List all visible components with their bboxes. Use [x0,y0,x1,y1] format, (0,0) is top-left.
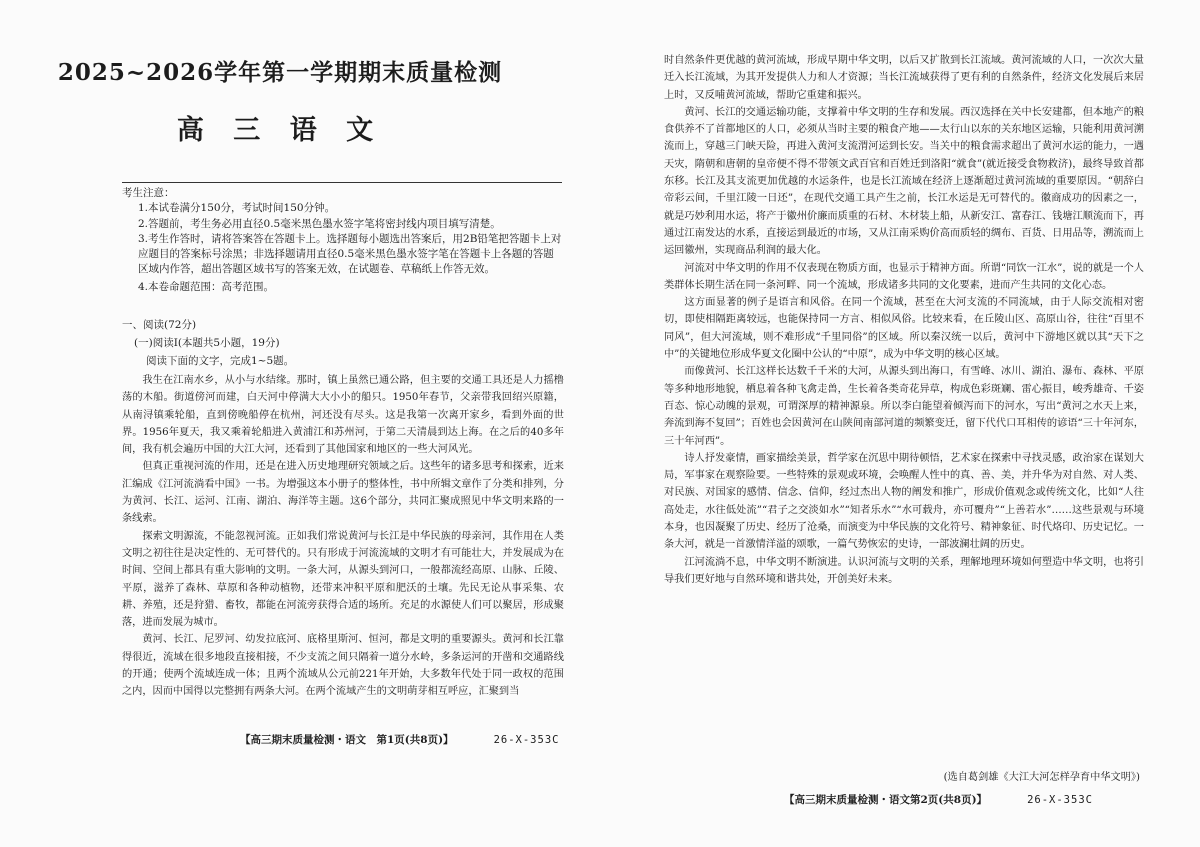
page-footer [784,792,1093,807]
paragraph: 但真正重视河流的作用，还是在进入历史地理研究领域之后。这些年的诸多思考和探索，近来汇编成《江河流淌看中国》一书。为增强这本小册子的整体性，书中所辑文章作了分类和排列，分为黄河、长江、运河、江南、湖泊、海洋等主题。这6个部分，共同汇聚成照见中华文明来路的一条线索。 [122,461,564,525]
notice-item: 2.答题前，考生务必用直径0.5毫米黑色墨水签字笔将密封线内项目填写清楚。 [138,217,501,230]
paragraph: 探索文明源流，不能忽视河流。正如我们常说黄河与长江是中华民族的母亲河，其作用在人类文明之初往往是决定性的、无可替代的。只有形成于河流流域的文明才有可能壮大，并发展成为在时间、空间上都具有重大影响的文明。一条大河，从源头到河口，一般都流经高原、山脉、丘陵、平原，滋养了森林、草原和各种动植物，还带来冲积平原和肥沃的土壤。先民无论从事采集、农耕、养殖，还是狩猎、畜牧，都能在河流旁获得合适的场所。充足的水源使人们可以聚居，形成聚落，进而发展为城市。 [122,530,564,629]
page-2 [600,0,1200,847]
paragraph: 而像黄河、长江这样长达数千千米的大河，从源头到出海口，有雪峰、冰川、湖泊、瀑布、森林、平原等多种地形地貌，栖息着各种飞禽走兽，生长着各类奇花异草，构成色彩斑斓、雷心振目，峻秀雄奇、千姿百态、惊心动魄的景观，可谓深厚的精神源泉。所以李白能望着倾泻而下的河水，写出“黄河之水天上来，奔流到海不复回”；百姓也会因黄河在山陕间南部河道的频繁变迁，留下代代口耳相传的谚语“三十年河东，三十年河西”。 [664,366,1144,447]
notice-item: 4.本卷命题范围：高考范围。 [138,280,275,293]
paper-code: 26-X-353C [1027,794,1093,806]
page-footer [240,732,559,747]
footer-label: 【高三期末质量检测・语文第2页(共8页)】 [784,794,988,806]
notice-item: 1.本试卷满分150分，考试时间150分钟。 [138,202,336,215]
exam-title: 2025~2026学年第一学期期末质量检测 [57,59,503,86]
paragraph: 这方面显著的例子是语言和风俗。在同一个流域，甚至在大河支流的不同流域，由于人际交流相对密切，即使相隔距离较远，也能保持同一方言、相似风俗。比较来看，在丘陵山区、高原山谷，往往“百里不同风”，但大河流域，则不难形成“千里同俗”的区域。所以秦汉统一以后，黄河中下游地区就以其“天下之中”的关键地位形成华夏文化圈中公认的“中原”，成为中华文明的核心区域。 [664,297,1144,361]
subsection-heading: (一)阅读Ⅰ(本题共5小题，19分) [134,337,280,349]
instruction: 阅读下面的文字，完成1~5题。 [146,355,295,367]
notice-heading: 考生注意： [122,187,175,199]
paragraph: 时自然条件更优越的黄河流域，形成早期中华文明，以后又扩散到长江流域。黄河流域的人口，一次次大量迁入长江流域，为其开发提供人力和人才资源；当长江流域获得了更有利的自然条件，经济文化发展后来居上时，又反哺黄河流域，帮助它重建和振兴。 [664,55,1144,101]
header-divider [122,182,562,183]
subject-title: 高 三 语 文 [176,115,384,146]
passage-body-left [122,372,564,701]
candidate-notice [122,186,562,295]
notice-item: 3.考生作答时，请将答案答在答题卡上。选择题每小题选出答案后，用2B铅笔把答题卡上对应题目的答案标号涂黑；非选择题请用直径0.5毫米黑色墨水签字笔在答题卡上各题的答题区域内作答，超出答题区域书写的答案无效，在试题卷、草稿纸上作答无效。 [138,232,562,276]
paper-code: 26-X-353C [493,734,560,746]
paragraph: 黄河、长江、尼罗河、幼发拉底河、底格里斯河、恒河，都是文明的重要源头。黄河和长江靠得很近，流域在很多地段直接相接，不少支流之间只隔着一道分水岭，多条运河的开凿和交通路线的开通；使两个流域连成一体；且两个流域从公元前221年开始，大多数年代处于同一政权的范围之内，因而中国得以完整拥有两条大河。在两个流域产生的文明萌芽相互呼应，汇聚到当 [122,634,564,698]
paragraph: 江河流淌不息，中华文明不断演进。认识河流与文明的关系，理解地理环境如何塑造中华文明，也将引导我们更好地与自然环境和谐共处，开创美好未来。 [664,556,1144,585]
source-citation: (选自葛剑雄《大江大河怎样孕育中华文明》) [943,772,1140,783]
section-heading: 一、阅读(72分) [122,319,197,331]
passage-body-right [664,52,1144,588]
paragraph: 河流对中华文明的作用不仅表现在物质方面，也显示于精神方面。所谓“同饮一江水”，说的就是一个人类群体长期生活在同一条河畔、同一个流域，形成诸多共同的文化要素，进而产生共同的文化心态。 [664,262,1144,291]
paragraph: 黄河、长江的交通运输功能，支撑着中华文明的生存和发展。西汉选择在关中长安建都，但本地产的粮食供养不了首都地区的人口，必须从当时主要的粮食产地——太行山以东的关东地区运输，只能利用黄河溯流而上，穿越三门峡天险，再进入黄河支流渭河运到长安。当关中的粮食需求超出了黄河水运的能力，一遇天灾，隋朝和唐朝的皇帝便不得不带领文武百官和百姓迁到洛阳“就食”(就近接受食物救济)，最终导致首都东移。长江及其支流更加优越的水运条件，也是长江流域在经济上逐渐超过黄河流域的重要原因。“朝辞白帝彩云间，千里江陵一日还”，在现代交通工具产生之前，长江水运是无可替代的。徽商成功的因素之一，就是巧妙利用水运，将产于徽州价廉而质重的石材、木材装上船，从新安江、富春江、钱塘江顺流而下，再通过江南发达的水系，直接运到最近的市场，又从江南采购价高而质轻的绸布、百货、日用品等，溯流而上运回徽州，实现商品利润的最大化。 [664,106,1144,257]
footer-label: 【高三期末质量检测・语文 第1页(共8页)】 [240,734,454,746]
paragraph: 我生在江南水乡，从小与水结缘。那时，镇上虽然已通公路，但主要的交通工具还是人力摇橹荡的木船。街道傍河而建，白天河中停满大大小小的船只。1950年春节，父亲带我回绍兴原籍，从南浔镇乘轮船，直到傍晚船停在杭州，河还没有尽头。这是我第一次离开家乡，看到外面的世界。1956年夏天，我又乘着轮船进入黄浦江和苏州河，于第二天清晨到达上海。在之后的40多年间，我有机会遍历中国的大江大河，还看到了其他国家和地区的一些大河风光。 [122,375,564,456]
paragraph: 诗人抒发豪情，画家描绘美景，哲学家在沉思中期待顿悟，艺术家在探索中寻找灵感，政治家在谋划大局，军事家在观察险要。一些特殊的景观或环境，会唤醒人性中的真、善、美，并升华为对自然、对人类、对民族、对国家的感情、信念、信仰，经过杰出人物的阐发和推广，形成价值观念或传统文化，比如“人往高处走，水往低处流”“君子之交淡如水”“知者乐水”“水可载舟，亦可覆舟”“上善若水”……这些景观与环境本身，也因凝聚了历史、经历了沧桑，而演变为中华民族的文化符号、精神象征、时代烙印、历史记忆。一条大河，就是一首激情洋溢的颂歌，一篇气势恢宏的史诗，一部波澜壮阔的历史。 [664,452,1144,551]
